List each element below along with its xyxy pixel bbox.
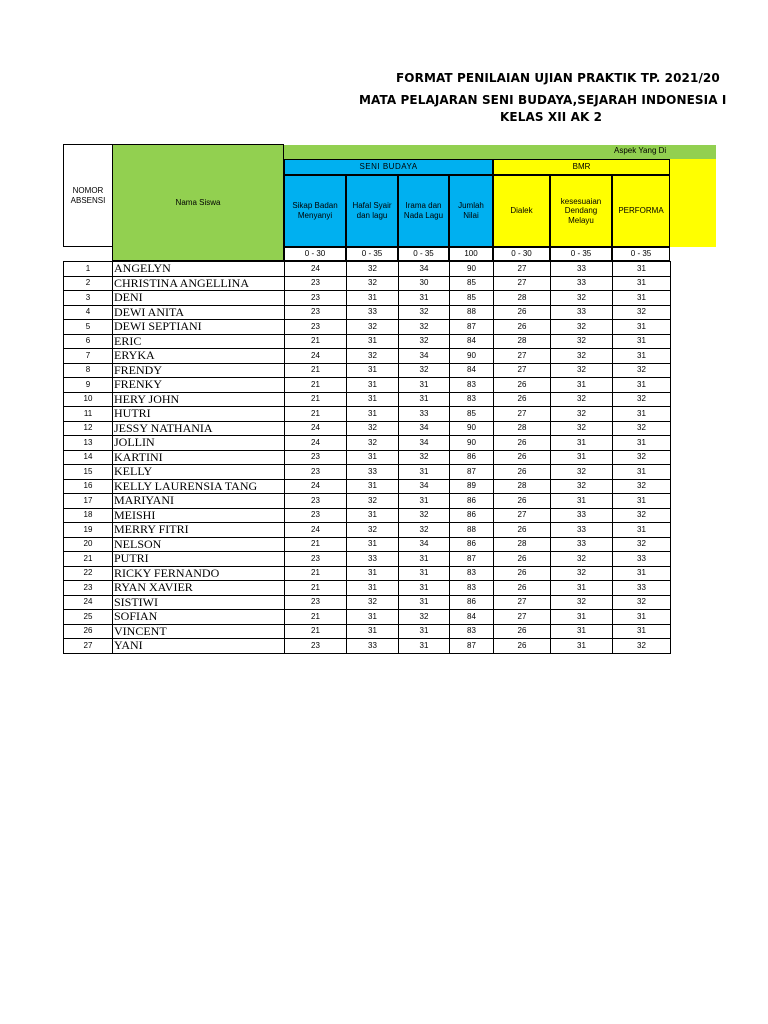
score-cell: 32 <box>347 320 399 335</box>
column-header: Dialek <box>493 175 550 247</box>
score-cell: 84 <box>450 610 494 625</box>
score-cell: 26 <box>494 436 551 451</box>
row-number: 26 <box>64 624 113 639</box>
row-number: 4 <box>64 305 113 320</box>
score-cell: 32 <box>399 320 450 335</box>
score-cell: 33 <box>551 523 613 538</box>
score-cell: 90 <box>450 436 494 451</box>
score-cell: 33 <box>551 262 613 277</box>
class-title: KELAS XII AK 2 <box>500 110 603 124</box>
row-number: 22 <box>64 566 113 581</box>
student-name: VINCENT <box>113 624 285 639</box>
score-cell: 32 <box>613 639 671 654</box>
score-cell: 23 <box>285 276 347 291</box>
score-cell: 32 <box>347 494 399 509</box>
score-cell: 34 <box>399 349 450 364</box>
score-cell: 86 <box>450 595 494 610</box>
score-cell: 84 <box>450 334 494 349</box>
score-cell: 86 <box>450 494 494 509</box>
score-cell: 23 <box>285 291 347 306</box>
score-range: 0 - 35 <box>612 247 670 261</box>
table-row <box>64 378 671 393</box>
score-cell: 32 <box>347 595 399 610</box>
aspek-header-bar <box>284 145 716 159</box>
score-cell: 32 <box>551 334 613 349</box>
score-cell: 31 <box>399 494 450 509</box>
score-cell: 33 <box>551 276 613 291</box>
score-cell: 31 <box>399 581 450 596</box>
score-cell: 32 <box>399 523 450 538</box>
score-cell: 31 <box>347 479 399 494</box>
student-name: FRENDY <box>113 363 285 378</box>
row-number: 16 <box>64 479 113 494</box>
score-cell: 28 <box>494 537 551 552</box>
row-number: 25 <box>64 610 113 625</box>
score-cell: 87 <box>450 639 494 654</box>
student-name: KELLY LAURENSIA TANG <box>113 479 285 494</box>
score-cell: 85 <box>450 291 494 306</box>
score-cell: 31 <box>551 450 613 465</box>
student-name: SISTIWI <box>113 595 285 610</box>
row-number: 5 <box>64 320 113 335</box>
score-cell: 32 <box>551 421 613 436</box>
score-cell: 32 <box>613 421 671 436</box>
score-cell: 31 <box>399 465 450 480</box>
score-cell: 31 <box>613 407 671 422</box>
score-cell: 31 <box>613 276 671 291</box>
score-cell: 32 <box>347 276 399 291</box>
score-cell: 31 <box>399 595 450 610</box>
score-cell: 33 <box>347 305 399 320</box>
student-name: FRENKY <box>113 378 285 393</box>
row-number: 7 <box>64 349 113 364</box>
score-range: 0 - 35 <box>346 247 398 261</box>
student-name: PUTRI <box>113 552 285 567</box>
table-row <box>64 407 671 422</box>
score-cell: 31 <box>551 624 613 639</box>
score-range: 0 - 35 <box>550 247 612 261</box>
score-cell: 31 <box>399 624 450 639</box>
score-cell: 26 <box>494 320 551 335</box>
score-cell: 28 <box>494 479 551 494</box>
score-range: 0 - 30 <box>284 247 346 261</box>
score-cell: 31 <box>347 581 399 596</box>
score-cell: 32 <box>347 421 399 436</box>
student-name: JESSY NATHANIA <box>113 421 285 436</box>
aspek-header-label: Aspek Yang Di <box>614 146 667 155</box>
score-cell: 86 <box>450 508 494 523</box>
score-cell: 23 <box>285 320 347 335</box>
score-cell: 26 <box>494 624 551 639</box>
score-cell: 83 <box>450 624 494 639</box>
score-cell: 27 <box>494 363 551 378</box>
score-cell: 26 <box>494 450 551 465</box>
score-cell: 21 <box>285 378 347 393</box>
score-cell: 26 <box>494 581 551 596</box>
table-row <box>64 320 671 335</box>
score-cell: 31 <box>551 494 613 509</box>
score-cell: 26 <box>494 566 551 581</box>
score-cell: 24 <box>285 262 347 277</box>
score-cell: 32 <box>551 392 613 407</box>
score-cell: 31 <box>551 610 613 625</box>
score-cell: 85 <box>450 276 494 291</box>
table-row <box>64 523 671 538</box>
table-row <box>64 479 671 494</box>
table-row <box>64 508 671 523</box>
column-header: kesesuaian Dendang Melayu <box>550 175 612 247</box>
score-cell: 31 <box>613 465 671 480</box>
table-row <box>64 363 671 378</box>
table-row <box>64 552 671 567</box>
score-cell: 24 <box>285 523 347 538</box>
score-cell: 24 <box>285 436 347 451</box>
score-cell: 87 <box>450 320 494 335</box>
score-cell: 28 <box>494 334 551 349</box>
score-cell: 32 <box>551 479 613 494</box>
score-cell: 32 <box>551 552 613 567</box>
student-name: HUTRI <box>113 407 285 422</box>
score-cell: 31 <box>613 334 671 349</box>
score-cell: 32 <box>399 610 450 625</box>
score-cell: 32 <box>613 363 671 378</box>
score-cell: 21 <box>285 624 347 639</box>
score-cell: 88 <box>450 523 494 538</box>
score-cell: 31 <box>613 262 671 277</box>
score-cell: 84 <box>450 363 494 378</box>
score-cell: 32 <box>613 508 671 523</box>
score-cell: 32 <box>613 305 671 320</box>
score-cell: 28 <box>494 421 551 436</box>
score-cell: 23 <box>285 639 347 654</box>
row-number: 8 <box>64 363 113 378</box>
table-row <box>64 436 671 451</box>
student-name: KARTINI <box>113 450 285 465</box>
score-cell: 32 <box>551 363 613 378</box>
score-cell: 32 <box>399 450 450 465</box>
student-name: ANGELYN <box>113 262 285 277</box>
score-cell: 32 <box>347 349 399 364</box>
student-name: RYAN XAVIER <box>113 581 285 596</box>
row-number: 11 <box>64 407 113 422</box>
subject-title: MATA PELAJARAN SENI BUDAYA,SEJARAH INDONESIA I <box>359 93 727 107</box>
table-row <box>64 494 671 509</box>
student-name: DEWI ANITA <box>113 305 285 320</box>
student-name: KELLY <box>113 465 285 480</box>
student-name: SOFIAN <box>113 610 285 625</box>
score-cell: 26 <box>494 378 551 393</box>
column-header: Hafal Syair dan lagu <box>346 175 398 247</box>
row-number: 19 <box>64 523 113 538</box>
column-header: Sikap Badan Menyanyi <box>284 175 346 247</box>
score-cell: 31 <box>613 349 671 364</box>
row-number: 18 <box>64 508 113 523</box>
bmr-header-extension <box>670 159 716 247</box>
score-cell: 31 <box>399 639 450 654</box>
score-cell: 32 <box>347 262 399 277</box>
document-title: FORMAT PENILAIAN UJIAN PRAKTIK TP. 2021/20 <box>396 71 720 85</box>
student-name: YANI <box>113 639 285 654</box>
score-cell: 31 <box>399 392 450 407</box>
table-row <box>64 624 671 639</box>
score-cell: 31 <box>347 363 399 378</box>
score-cell: 31 <box>613 436 671 451</box>
row-number: 3 <box>64 291 113 306</box>
score-cell: 31 <box>551 436 613 451</box>
score-cell: 31 <box>551 639 613 654</box>
bmr-header: BMR <box>493 159 670 175</box>
score-cell: 24 <box>285 349 347 364</box>
row-number: 9 <box>64 378 113 393</box>
column-header: Jumlah Nilai <box>449 175 493 247</box>
student-name: RICKY FERNANDO <box>113 566 285 581</box>
table-row <box>64 291 671 306</box>
score-cell: 21 <box>285 610 347 625</box>
score-cell: 23 <box>285 305 347 320</box>
score-cell: 23 <box>285 450 347 465</box>
score-cell: 32 <box>613 479 671 494</box>
score-cell: 27 <box>494 407 551 422</box>
student-name: ERYKA <box>113 349 285 364</box>
row-number: 20 <box>64 537 113 552</box>
score-cell: 85 <box>450 407 494 422</box>
student-name: MARIYANI <box>113 494 285 509</box>
score-cell: 33 <box>551 305 613 320</box>
score-cell: 24 <box>285 479 347 494</box>
score-cell: 31 <box>613 494 671 509</box>
score-cell: 23 <box>285 465 347 480</box>
row-number: 23 <box>64 581 113 596</box>
score-cell: 31 <box>347 508 399 523</box>
score-cell: 23 <box>285 552 347 567</box>
table-row <box>64 349 671 364</box>
score-cell: 26 <box>494 639 551 654</box>
score-cell: 31 <box>613 566 671 581</box>
score-range: 0 - 35 <box>398 247 449 261</box>
table-row <box>64 566 671 581</box>
score-cell: 87 <box>450 465 494 480</box>
student-name: NELSON <box>113 537 285 552</box>
score-cell: 31 <box>399 378 450 393</box>
table-row <box>64 639 671 654</box>
table-row <box>64 450 671 465</box>
score-cell: 33 <box>551 537 613 552</box>
score-cell: 32 <box>399 305 450 320</box>
score-cell: 32 <box>613 392 671 407</box>
score-cell: 31 <box>613 610 671 625</box>
student-name: DENI <box>113 291 285 306</box>
score-cell: 31 <box>613 624 671 639</box>
score-cell: 27 <box>494 610 551 625</box>
score-cell: 33 <box>347 465 399 480</box>
nomor-absensi-header: NOMOR ABSENSI <box>63 144 112 247</box>
score-cell: 33 <box>613 552 671 567</box>
score-cell: 32 <box>551 407 613 422</box>
score-cell: 32 <box>551 349 613 364</box>
score-cell: 32 <box>399 508 450 523</box>
row-number: 2 <box>64 276 113 291</box>
score-cell: 87 <box>450 552 494 567</box>
row-number: 14 <box>64 450 113 465</box>
score-cell: 89 <box>450 479 494 494</box>
nama-siswa-header: Nama Siswa <box>112 144 284 261</box>
score-cell: 34 <box>399 421 450 436</box>
score-cell: 32 <box>551 465 613 480</box>
row-number: 10 <box>64 392 113 407</box>
table-row <box>64 262 671 277</box>
score-cell: 26 <box>494 494 551 509</box>
score-cell: 33 <box>347 639 399 654</box>
score-cell: 31 <box>399 552 450 567</box>
score-cell: 32 <box>613 595 671 610</box>
score-cell: 90 <box>450 349 494 364</box>
score-cell: 33 <box>399 407 450 422</box>
row-number: 17 <box>64 494 113 509</box>
score-cell: 83 <box>450 392 494 407</box>
table-row <box>64 610 671 625</box>
row-number: 21 <box>64 552 113 567</box>
score-cell: 27 <box>494 508 551 523</box>
student-name: CHRISTINA ANGELLINA <box>113 276 285 291</box>
score-cell: 21 <box>285 363 347 378</box>
student-name: ERIC <box>113 334 285 349</box>
score-cell: 27 <box>494 349 551 364</box>
column-header: PERFORMA <box>612 175 670 247</box>
score-cell: 27 <box>494 276 551 291</box>
score-cell: 23 <box>285 508 347 523</box>
score-cell: 34 <box>399 262 450 277</box>
score-cell: 32 <box>551 595 613 610</box>
score-cell: 31 <box>399 566 450 581</box>
score-cell: 33 <box>613 581 671 596</box>
score-cell: 21 <box>285 334 347 349</box>
score-cell: 31 <box>551 378 613 393</box>
score-cell: 21 <box>285 392 347 407</box>
score-cell: 28 <box>494 291 551 306</box>
score-cell: 26 <box>494 305 551 320</box>
score-range: 100 <box>449 247 493 261</box>
score-cell: 31 <box>347 334 399 349</box>
table-row <box>64 392 671 407</box>
table-row <box>64 276 671 291</box>
score-cell: 32 <box>399 363 450 378</box>
score-cell: 31 <box>613 320 671 335</box>
score-cell: 23 <box>285 595 347 610</box>
score-cell: 26 <box>494 392 551 407</box>
score-cell: 32 <box>551 320 613 335</box>
table-row <box>64 595 671 610</box>
score-cell: 83 <box>450 566 494 581</box>
table-row <box>64 537 671 552</box>
score-cell: 32 <box>347 436 399 451</box>
score-cell: 86 <box>450 450 494 465</box>
score-cell: 32 <box>399 334 450 349</box>
score-cell: 32 <box>613 537 671 552</box>
row-number: 15 <box>64 465 113 480</box>
score-cell: 31 <box>551 581 613 596</box>
score-cell: 33 <box>347 552 399 567</box>
student-name: HERY JOHN <box>113 392 285 407</box>
score-cell: 31 <box>347 407 399 422</box>
table-row <box>64 581 671 596</box>
score-cell: 31 <box>347 378 399 393</box>
row-number: 13 <box>64 436 113 451</box>
score-cell: 34 <box>399 537 450 552</box>
score-cell: 32 <box>613 450 671 465</box>
score-cell: 90 <box>450 262 494 277</box>
score-cell: 90 <box>450 421 494 436</box>
score-cell: 21 <box>285 581 347 596</box>
score-cell: 27 <box>494 595 551 610</box>
score-cell: 31 <box>347 291 399 306</box>
row-number: 12 <box>64 421 113 436</box>
student-name: MEISHI <box>113 508 285 523</box>
row-number: 6 <box>64 334 113 349</box>
table-row <box>64 334 671 349</box>
score-cell: 32 <box>551 566 613 581</box>
score-cell: 33 <box>551 508 613 523</box>
score-cell: 32 <box>347 523 399 538</box>
score-cell: 31 <box>347 537 399 552</box>
score-cell: 86 <box>450 537 494 552</box>
score-cell: 26 <box>494 465 551 480</box>
score-cell: 21 <box>285 566 347 581</box>
score-cell: 34 <box>399 479 450 494</box>
seni-budaya-header: SENI BUDAYA <box>284 159 493 175</box>
score-cell: 32 <box>551 291 613 306</box>
score-cell: 31 <box>399 291 450 306</box>
column-header: Irama dan Nada Lagu <box>398 175 449 247</box>
score-cell: 27 <box>494 262 551 277</box>
score-cell: 21 <box>285 537 347 552</box>
score-cell: 23 <box>285 494 347 509</box>
score-cell: 31 <box>613 378 671 393</box>
score-cell: 83 <box>450 378 494 393</box>
student-name: MERRY FITRI <box>113 523 285 538</box>
score-cell: 24 <box>285 421 347 436</box>
score-cell: 34 <box>399 436 450 451</box>
score-cell: 83 <box>450 581 494 596</box>
score-cell: 31 <box>347 450 399 465</box>
score-cell: 26 <box>494 552 551 567</box>
row-number: 1 <box>64 262 113 277</box>
row-number: 27 <box>64 639 113 654</box>
score-cell: 31 <box>613 523 671 538</box>
score-cell: 31 <box>347 566 399 581</box>
score-cell: 21 <box>285 407 347 422</box>
table-row <box>64 305 671 320</box>
score-cell: 30 <box>399 276 450 291</box>
score-cell: 31 <box>347 624 399 639</box>
student-name: DEWI SEPTIANI <box>113 320 285 335</box>
table-row <box>64 465 671 480</box>
score-cell: 31 <box>347 392 399 407</box>
row-number: 24 <box>64 595 113 610</box>
score-cell: 26 <box>494 523 551 538</box>
score-cell: 31 <box>613 291 671 306</box>
table-row <box>64 421 671 436</box>
score-cell: 88 <box>450 305 494 320</box>
student-name: JOLLIN <box>113 436 285 451</box>
score-cell: 31 <box>347 610 399 625</box>
score-table <box>63 261 671 654</box>
score-range: 0 - 30 <box>493 247 550 261</box>
